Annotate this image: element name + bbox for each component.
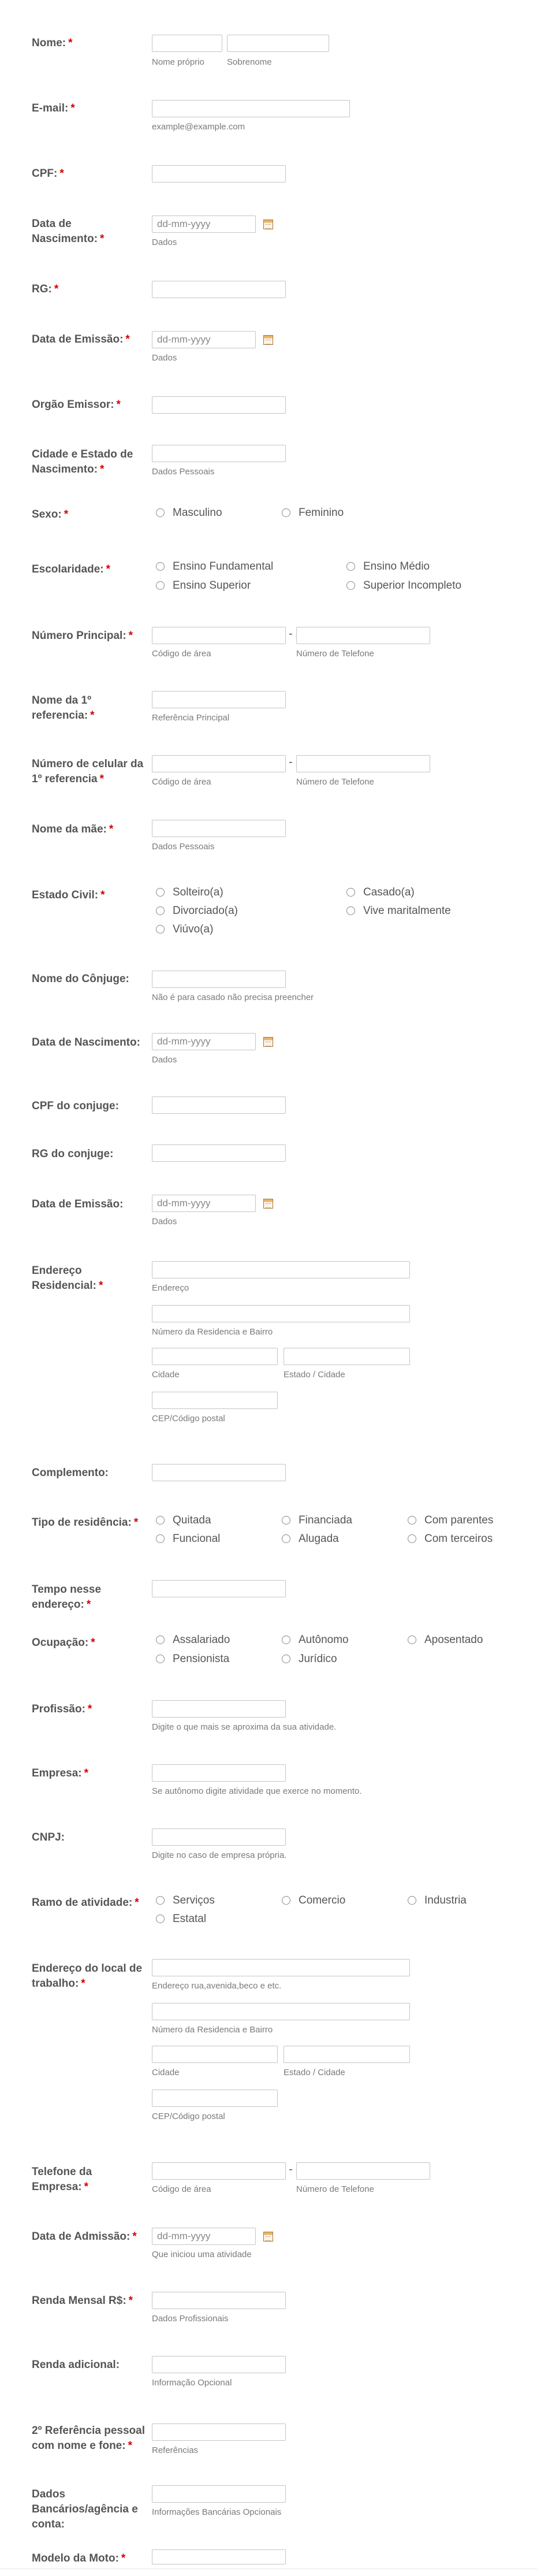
radio-pensionista[interactable]: Pensionista [156, 1652, 229, 1666]
calendar-icon[interactable] [263, 335, 273, 345]
radio-superior-incompleto[interactable]: Superior Incompleto [346, 579, 461, 593]
radio-estatal[interactable]: Estatal [156, 1912, 206, 1926]
ref2-input[interactable] [152, 2423, 286, 2441]
complement-input[interactable] [152, 1464, 286, 1481]
time-at-address-input[interactable] [152, 1580, 286, 1597]
label-emissao-conjuge: Data de Emissão: [32, 1198, 124, 1210]
spouse-issue-date-input[interactable]: dd-mm-yyyy [152, 1195, 256, 1212]
radio-ensino-medio[interactable]: Ensino Médio [346, 560, 430, 574]
company-input[interactable] [152, 1764, 286, 1782]
label-nasc-conjuge: Data de Nascimento: [32, 1036, 140, 1049]
street-input[interactable] [152, 1261, 410, 1278]
ref1-area-code-input[interactable] [152, 755, 286, 772]
issue-date-sublabel: Dados [152, 353, 177, 363]
radio-alugada[interactable]: Alugada [282, 1532, 339, 1546]
last-name-sublabel: Sobrenome [227, 57, 272, 67]
label-cnpj: CNPJ: [32, 1831, 65, 1843]
radio-comercio[interactable]: Comercio [282, 1894, 345, 1908]
label-email: E-mail: * [32, 102, 75, 114]
cnpj-input[interactable] [152, 1828, 286, 1846]
calendar-icon[interactable] [263, 220, 273, 229]
issuer-input[interactable] [152, 396, 286, 414]
rg-input[interactable] [152, 281, 286, 298]
label-cpf-conjuge: CPF do conjuge: [32, 1100, 119, 1112]
radio-circle[interactable] [156, 508, 165, 517]
email-sublabel: example@example.com [152, 122, 245, 132]
label-nascimento: Data de Nascimento: * [32, 218, 105, 245]
label-escolaridade: Escolaridade: * [32, 563, 111, 575]
email-input[interactable] [152, 100, 350, 117]
work-city-input[interactable] [152, 2046, 278, 2063]
first-name-sublabel: Nome próprio [152, 57, 204, 67]
spouse-cpf-input[interactable] [152, 1096, 286, 1114]
issue-date-input[interactable]: dd-mm-yyyy [152, 331, 256, 348]
label-estado-civil: Estado Civil: * [32, 889, 105, 901]
mother-name-input[interactable] [152, 820, 286, 837]
radio-aposentado[interactable]: Aposentado [408, 1633, 483, 1647]
radio-servicos[interactable]: Serviços [156, 1894, 215, 1908]
label-rg-conjuge: RG do conjuge: [32, 1148, 114, 1160]
work-state-input[interactable] [284, 2046, 410, 2063]
label-ramo: Ramo de atividade: * [32, 1897, 139, 1909]
radio-financiada[interactable]: Financiada [282, 1514, 352, 1527]
label-conjuge: Nome do Cônjuge: [32, 973, 129, 985]
admission-date-input[interactable]: dd-mm-yyyy [152, 2228, 256, 2245]
radio-solteiro[interactable]: Solteiro(a) [156, 886, 223, 899]
label-nome-mae: Nome da mãe: * [32, 823, 114, 835]
first-name-input[interactable] [152, 35, 222, 52]
spouse-rg-input[interactable] [152, 1144, 286, 1162]
radio-circle[interactable] [282, 508, 290, 517]
profession-input[interactable] [152, 1700, 286, 1718]
application-form: Nome: * Nome próprio Sobrenome E-mail: * example@example.com CPF: * Data de Nascimento: * dd-mm-yyyy Dados RG: * Data de Emissão: * dd-mm-yyyy Dados Orgão Emissor: * Cidade e Estado de Nascimento: * Dados Pessoais Sexo: * Masculino Feminino Escolaridade: * Ensino Fundamental Ensino Médio Ensino Superior Superior Incompleto Número Principal: * - Código de área Número de Telefone Nome da 1º referencia: * Referência Principal Número de celular da 1º referencia * - Código de área Número de Telefone Nome da mãe: * Dados Pessoais Estado Civil: * Solteiro(a) Casado(a) Divorciado(a) Vive maritalmente Viúvo(a) Nome do Cônjuge: Não é para casado não precisa preencher Data de Nascimento: dd-mm-yyyy Dados CPF do conjuge: RG do conjuge: Data de Emissão: dd-mm-yyyy Dados Endereço Residencial: * Endereço Número da Residencia e Bairro Cidade Estado / Cidade CEP/Código postal Complemento: Tipo de residência: * Quitada Financiada Com parentes Funcional Alugada Com terceiros Tempo nesse endereço: * Ocupação: * Assalariado Autônomo Aposentado Pensionista Jurídico Profissão: * Digite o que mais se aproxima da sua atividade. Empresa: * Se autônomo digite atividade que exerce no momento. CNPJ: Digite no caso de empresa própria. Ramo de atividade: * Serviços Comercio Industria Estatal Endereço do local de trabalho: * Endereço rua,avenida,beco e etc. Número da Residencia e Bairro Cidade Estado / Cidade CEP/Código postal Telefone da Empresa: * - Código de área Número de Telefone Data de Admissão: * dd-mm-yyyy Que iniciou uma atividade Renda Mensal R$: * Dados Profissionais Renda adicional: Informação Opcional 2º Referência pessoal com nome e fone: * Referências Dados Bancários/agência e conta: Informações Bancárias Opcionais Modelo da Moto: * [0, 0, 537, 2576]
moto-model-input[interactable] [152, 2549, 286, 2564]
label-endereco: Endereço Residencial: * [32, 1265, 103, 1292]
ref1-phone-input[interactable] [296, 755, 430, 772]
label-rg: RG: * [32, 283, 59, 295]
ref1-name-input[interactable] [152, 691, 286, 708]
label-bancarios: Dados Bancários/agência e conta: [32, 2488, 138, 2530]
label-moto: Modelo da Moto: * [32, 2552, 126, 2564]
radio-ensino-superior[interactable]: Ensino Superior [156, 579, 251, 593]
company-area-code-input[interactable] [152, 2162, 286, 2180]
label-tipo-residencia: Tipo de residência: * [32, 1516, 139, 1529]
radio-com-terceiros[interactable]: Com terceiros [408, 1532, 493, 1546]
label-telefone-empresa: Telefone da Empresa: * [32, 2166, 92, 2193]
cpf-input[interactable] [152, 165, 286, 183]
area-code-input[interactable] [152, 627, 286, 644]
additional-income-input[interactable] [152, 2356, 286, 2373]
label-complemento: Complemento: [32, 1467, 109, 1479]
spouse-name-input[interactable] [152, 971, 286, 988]
label-numero-principal: Número Principal: * [32, 630, 133, 642]
radio-com-parentes[interactable]: Com parentes [408, 1514, 493, 1527]
house-number-input[interactable] [152, 1305, 410, 1322]
birth-date-sublabel: Dados [152, 237, 177, 247]
label-tempo-endereco: Tempo nesse endereço: * [32, 1583, 102, 1611]
work-zip-input[interactable] [152, 2090, 278, 2107]
radio-funcional[interactable]: Funcional [156, 1532, 220, 1546]
calendar-icon[interactable] [263, 2232, 273, 2242]
birthplace-input[interactable] [152, 445, 286, 462]
label-admissao: Data de Admissão: * [32, 2231, 137, 2243]
label-nome: Nome: * [32, 37, 73, 49]
radio-industria[interactable]: Industria [408, 1894, 467, 1908]
work-number-input[interactable] [152, 2003, 410, 2020]
label-emissao: Data de Emissão: * [32, 333, 130, 345]
state-input[interactable] [284, 1348, 410, 1365]
birth-date-input[interactable]: dd-mm-yyyy [152, 215, 256, 233]
label-cpf: CPF: * [32, 168, 64, 180]
required-mark: * [68, 37, 73, 49]
calendar-icon[interactable] [263, 1199, 273, 1209]
city-input[interactable] [152, 1348, 278, 1365]
label-ocupacao: Ocupação: * [32, 1637, 95, 1649]
radio-juridico[interactable]: Jurídico [282, 1652, 337, 1666]
label-renda: Renda Mensal R$: * [32, 2295, 133, 2307]
radio-quitada[interactable]: Quitada [156, 1514, 211, 1527]
radio-casado[interactable]: Casado(a) [346, 886, 415, 899]
radio-ensino-fundamental[interactable]: Ensino Fundamental [156, 560, 273, 574]
phone-number-input[interactable] [296, 627, 430, 644]
radio-vive-maritalmente[interactable]: Vive maritalmente [346, 904, 451, 918]
label-empresa: Empresa: * [32, 1767, 89, 1779]
radio-feminino[interactable]: Feminino [282, 506, 344, 520]
divider [0, 2568, 537, 2569]
label-nome-ref1: Nome da 1º referencia: * [32, 694, 95, 722]
company-phone-input[interactable] [296, 2162, 430, 2180]
radio-viuvo[interactable]: Viúvo(a) [156, 923, 213, 936]
label-renda-adicional: Renda adicional: [32, 2359, 120, 2371]
label-sexo: Sexo: * [32, 508, 69, 521]
radio-divorciado[interactable]: Divorciado(a) [156, 904, 238, 918]
label-endereco-trabalho: Endereço do local de trabalho: * [32, 1962, 143, 1990]
radio-autonomo[interactable]: Autônomo [282, 1633, 349, 1647]
income-input[interactable] [152, 2292, 286, 2309]
spouse-birth-date-input[interactable]: dd-mm-yyyy [152, 1033, 256, 1050]
label-profissao: Profissão: * [32, 1703, 92, 1715]
bank-input[interactable] [152, 2485, 286, 2503]
radio-masculino[interactable]: Masculino [156, 506, 222, 520]
last-name-input[interactable] [227, 35, 329, 52]
label-cel-ref1: Número de celular da 1º referencia * [32, 758, 144, 785]
radio-assalariado[interactable]: Assalariado [156, 1633, 230, 1647]
label-ref2: 2º Referência pessoal com nome e fone: * [32, 2425, 145, 2452]
work-street-input[interactable] [152, 1959, 410, 1976]
birthplace-sublabel: Dados Pessoais [152, 467, 215, 477]
label-orgao: Orgão Emissor: * [32, 399, 121, 411]
label-cidade-estado: Cidade e Estado de Nascimento: * [32, 448, 133, 475]
calendar-icon[interactable] [263, 1037, 273, 1047]
zip-input[interactable] [152, 1392, 278, 1409]
